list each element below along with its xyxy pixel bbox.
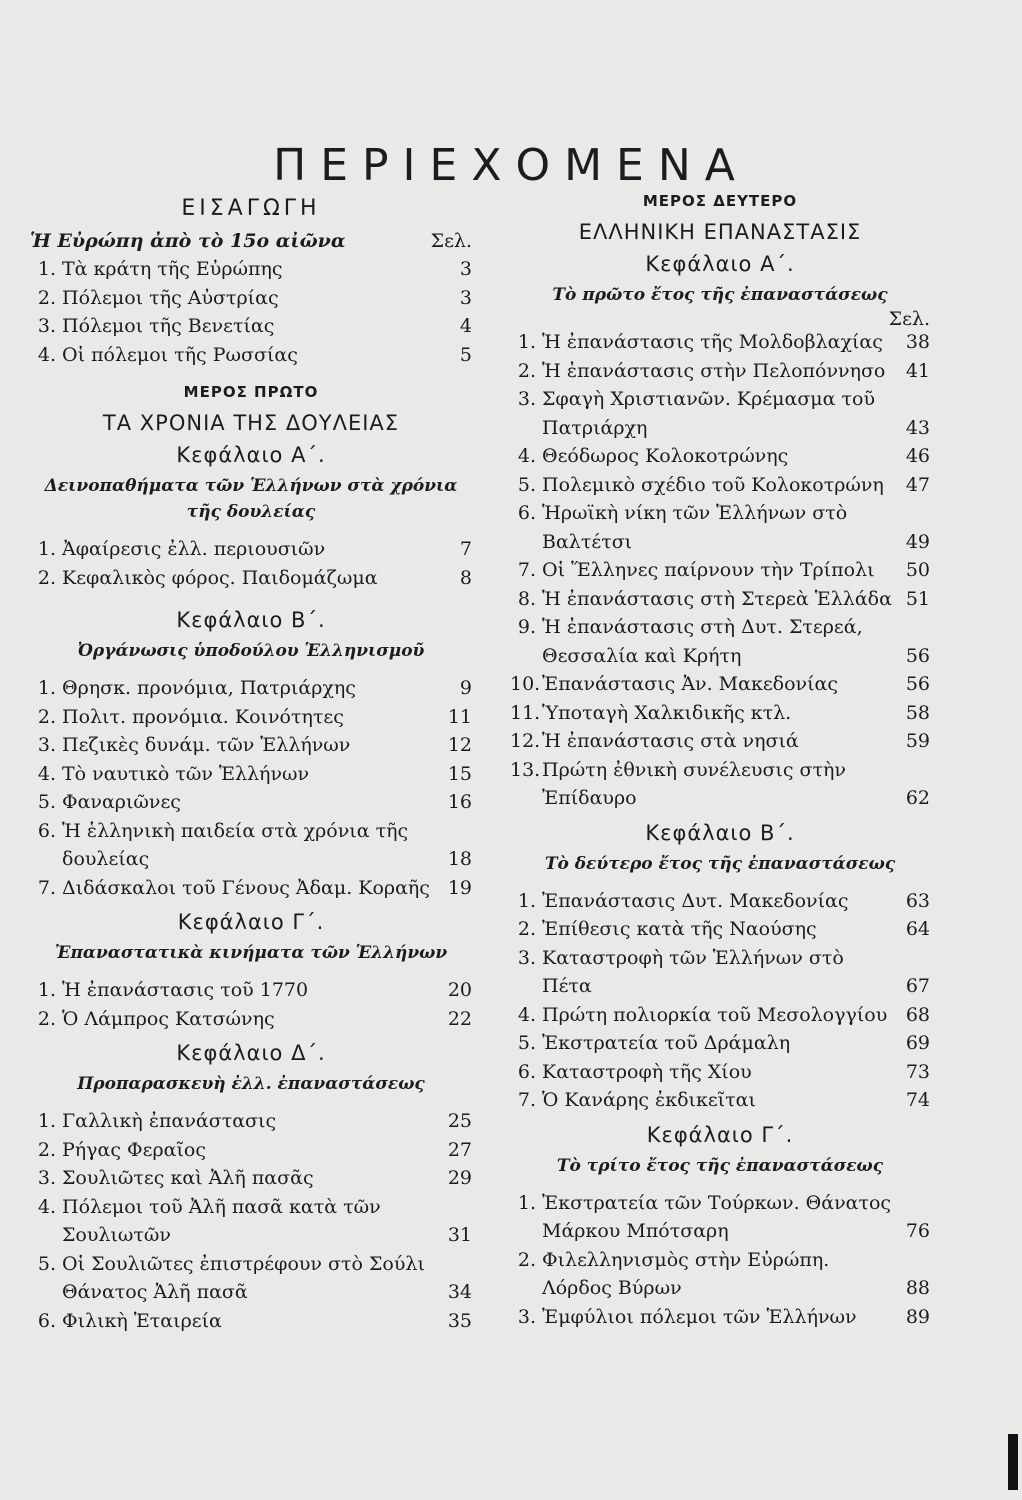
part-one-label: ΜΕΡΟΣ ΠΡΩΤΟ <box>183 383 319 401</box>
toc-entry <box>510 1303 930 1332</box>
entry-number: 3. <box>37 734 56 756</box>
entry-page: 51 <box>905 587 930 610</box>
toc-entry <box>510 328 930 357</box>
toc-entry <box>510 1058 930 1087</box>
entry-page: 56 <box>905 644 930 667</box>
toc-entry <box>30 1005 472 1034</box>
entry-title: Ἐπανάστασις Ἀν. Μακεδονίας <box>542 673 839 695</box>
entry-title: Φαναριῶνες <box>62 791 181 813</box>
toc-entry <box>510 585 930 614</box>
entry-title: Τὸ ναυτικὸ τῶν Ἑλλήνων <box>62 762 310 785</box>
entry-number: 2. <box>517 1248 536 1271</box>
toc-entry <box>30 312 472 341</box>
entry-title: Ρήγας Φεραῖος <box>62 1138 206 1161</box>
entry-title: Πρώτη πολιορκία τοῦ Μεσολογγίου <box>542 1003 888 1026</box>
entry-page: 38 <box>905 331 930 353</box>
r-page-column-label: Σελ. <box>888 308 930 330</box>
entry-title: Ὑποταγὴ Χαλκιδικῆς κτλ. <box>542 701 792 724</box>
entry-page: 20 <box>447 979 472 1001</box>
entry-number: 7. <box>517 559 536 581</box>
entry-page: 59 <box>905 730 930 752</box>
entry-page: 74 <box>905 1089 930 1111</box>
entry-page: 46 <box>905 445 930 467</box>
entry-number: 1. <box>517 889 536 912</box>
toc-entry <box>30 1193 472 1250</box>
entry-title: Πόλεμοι τῆς Αὐστρίας <box>62 286 279 309</box>
entry-title: Τὰ κράτη τῆς Εὐρώπης <box>62 258 283 280</box>
entry-title: Ἡ ἐπανάστασις στὴν Πελοπόννησο <box>542 359 886 382</box>
entry-title: Ἐκστρατεία τοῦ Δράμαλη <box>542 1032 791 1054</box>
entry-title: Ἡ ἐπανάστασις τῆς Μολδοβλαχίας <box>542 331 883 353</box>
entry-number: 1. <box>37 258 56 280</box>
r-chapter-b-subtitle: Τὸ δεύτερο ἔτος τῆς ἐπαναστάσεως <box>544 853 896 874</box>
page-title: ΠΕΡΙΕΧΟΜΕΝΑ <box>273 140 749 191</box>
entry-page: 58 <box>905 701 930 724</box>
intro-list <box>30 255 472 369</box>
entry-page: 3 <box>459 258 472 280</box>
entry-number: 12. <box>510 730 541 752</box>
toc-entry <box>510 699 930 728</box>
toc-entry <box>30 976 472 1005</box>
entry-number: 1. <box>37 979 56 1001</box>
entry-title: Κεφαλικὸς φόρος. Παιδομάζωμα <box>62 566 378 589</box>
toc-entry <box>510 1001 930 1030</box>
entry-title: Ἡ ἐπανάστασις στὰ νησιά <box>542 730 799 752</box>
entry-number: 4. <box>517 445 536 467</box>
entry-number: 2. <box>37 1007 56 1030</box>
entry-number: 2. <box>37 566 56 589</box>
entry-number: 3. <box>37 1167 56 1189</box>
toc-entry <box>510 915 930 944</box>
chapter-c-subtitle: Ἐπαναστατικὰ κινήματα τῶν Ἑλλήνων <box>54 943 448 963</box>
entry-page: 49 <box>905 530 930 553</box>
entry-page: 18 <box>447 848 472 870</box>
r-chapter-c-list <box>510 1189 930 1332</box>
entry-title: Πολιτ. προνόμια. Κοινότητες <box>62 705 344 728</box>
entry-number: 5. <box>517 473 536 496</box>
r-chapter-b-label: Κεφάλαιο Β΄. <box>645 820 795 845</box>
toc-entry <box>30 564 472 593</box>
entry-title: Θρησκ. προνόμια, Πατριάρχης <box>62 677 356 699</box>
toc-entry <box>510 613 930 670</box>
entry-page: 9 <box>459 677 472 699</box>
entry-title: Πεζικὲς δυνάμ. τῶν Ἑλλήνων <box>62 734 351 756</box>
entry-page: 76 <box>905 1220 930 1242</box>
chapter-a-list <box>30 535 472 592</box>
entry-page: 7 <box>459 538 472 560</box>
entry-title: Ἐκστρατεία τῶν Τούρκων. Θάνατος Μάρκου Μπότσαρη <box>542 1191 892 1242</box>
entry-number: 6. <box>517 1060 536 1083</box>
toc-entry <box>30 1250 472 1307</box>
toc-entry <box>30 1136 472 1165</box>
r-chapter-a-subtitle: Τὸ πρῶτο ἔτος τῆς ἐπαναστάσεως <box>552 285 888 305</box>
entry-number: 6. <box>517 502 536 524</box>
entry-title: Ἀφαίρεσις ἐλλ. περιουσιῶν <box>62 538 326 560</box>
chapter-a-label: Κεφάλαιο Α΄. <box>176 443 326 467</box>
left-column <box>30 190 472 1335</box>
toc-entry <box>30 788 472 817</box>
intro-subtitle: Ἡ Εὐρώπη ἀπὸ τὸ 15ο αἰῶνα <box>30 230 346 252</box>
chapter-b-label: Κεφάλαιο Β΄. <box>176 608 326 632</box>
toc-entry <box>30 1164 472 1193</box>
entry-page: 56 <box>905 673 930 695</box>
entry-page: 19 <box>447 876 472 899</box>
entry-page: 12 <box>447 734 472 756</box>
entry-title: Ἡ ἐπανάστασις στὴ Δυτ. Στερεά, Θεσσαλία καὶ Κρήτη <box>542 616 863 667</box>
entry-page: 73 <box>905 1060 930 1083</box>
entry-title: Διδάσκαλοι τοῦ Γένους Ἀδαμ. Κοραῆς <box>62 876 430 899</box>
entry-title: Ἐπανάστασις Δυτ. Μακεδονίας <box>542 889 849 912</box>
toc-entry <box>30 874 472 903</box>
entry-number: 4. <box>37 1195 56 1218</box>
toc-entry <box>510 756 930 813</box>
entry-page: 63 <box>905 889 930 912</box>
part-two-title: ΕΛΛΗΝΙΚΗ ΕΠΑΝΑΣΤΑΣΙΣ <box>578 220 862 244</box>
toc-entry <box>510 385 930 442</box>
entry-number: 3. <box>517 388 536 410</box>
entry-page: 69 <box>905 1032 930 1054</box>
entry-number: 1. <box>37 677 56 699</box>
entry-title: Πρώτη ἐθνικὴ συνέλευσις στὴν Ἐπίδαυρο <box>542 758 846 809</box>
toc-entry <box>510 1189 930 1246</box>
chapter-a-subtitle: Δεινοπαθήματα τῶν Ἑλλήνων στὰ χρόνια τῆς δουλείας <box>44 476 458 522</box>
entry-page: 62 <box>905 787 930 809</box>
toc-entry <box>510 1029 930 1058</box>
entry-number: 10. <box>510 673 541 695</box>
toc-entry <box>30 1107 472 1136</box>
entry-title: Ἡ ἐπανάστασις στὴ Στερεὰ Ἑλλάδα <box>542 587 892 610</box>
entry-title: Φιλικὴ Ἑταιρεία <box>62 1309 222 1332</box>
entry-number: 2. <box>517 918 536 940</box>
toc-entry <box>510 556 930 585</box>
r-chapter-b-list <box>510 887 930 1115</box>
chapter-d-list <box>30 1107 472 1335</box>
entry-title: Πολεμικὸ σχέδιο τοῦ Κολοκοτρώνη <box>542 473 884 496</box>
chapter-b-subtitle: Ὀργάνωσις ὑποδούλου Ἑλληνισμοῦ <box>77 641 425 661</box>
entry-title: Ἡρωϊκὴ νίκη τῶν Ἑλλήνων στὸ Βαλτέτσι <box>542 502 848 553</box>
entry-number: 2. <box>517 359 536 382</box>
toc-entry <box>510 670 930 699</box>
entry-page: 41 <box>905 359 930 382</box>
intro-heading: ΕΙΣΑΓΩΓΗ <box>181 196 321 221</box>
entry-page: 5 <box>459 343 472 366</box>
entry-title: Ὁ Λάμπρος Κατσώνης <box>62 1007 275 1030</box>
entry-page: 3 <box>459 286 472 309</box>
entry-number: 2. <box>37 705 56 728</box>
entry-page: 8 <box>459 566 472 589</box>
entry-page: 89 <box>905 1305 930 1328</box>
entry-title: Ἐμφύλιοι πόλεμοι τῶν Ἑλλήνων <box>542 1305 857 1328</box>
r-chapter-c-label: Κεφάλαιο Γ΄. <box>646 1122 794 1147</box>
r-chapter-a-label: Κεφάλαιο Α΄. <box>645 252 795 276</box>
toc-entry <box>30 284 472 313</box>
toc-entry <box>510 1086 930 1115</box>
toc-entry <box>30 674 472 703</box>
entry-title: Οἱ πόλεμοι τῆς Ρωσσίας <box>62 343 298 366</box>
entry-number: 1. <box>517 331 536 353</box>
entry-page: 29 <box>447 1167 472 1189</box>
entry-title: Σφαγὴ Χριστιανῶν. Κρέμασμα τοῦ Πατριάρχη <box>542 388 876 439</box>
entry-number: 2. <box>37 1138 56 1161</box>
entry-page: 50 <box>905 559 930 581</box>
entry-number: 1. <box>37 538 56 560</box>
chapter-b-list <box>30 674 472 902</box>
entry-number: 3. <box>517 946 536 969</box>
entry-title: Ὁ Κανάρης ἐκδικεῖται <box>542 1089 756 1111</box>
entry-number: 4. <box>517 1003 536 1026</box>
entry-page: 64 <box>905 918 930 940</box>
entry-page: 4 <box>459 315 472 337</box>
part-one-title: ΤΑ ΧΡΟΝΙΑ ΤΗΣ ΔΟΥΛΕΙΑΣ <box>102 411 400 435</box>
entry-title: Φιλελληνισμὸς στὴν Εὐρώπη. Λόρδος Βύρων <box>542 1248 830 1299</box>
chapter-d-subtitle: Προπαρασκευὴ ἐλλ. ἐπαναστάσεως <box>77 1074 425 1094</box>
entry-title: Οἱ Σουλιῶτες ἐπιστρέφουν στὸ Σούλι Θάνατος Ἀλῆ πασᾶ <box>62 1252 425 1303</box>
toc-entry <box>510 471 930 500</box>
toc-entry <box>510 944 930 1001</box>
entry-page: 43 <box>905 416 930 439</box>
r-page-label-row <box>510 310 930 328</box>
entry-number: 4. <box>37 762 56 785</box>
toc-entry <box>510 1246 930 1303</box>
entry-title: Σουλιῶτες καὶ Ἀλῆ πασᾶς <box>62 1167 314 1189</box>
entry-page: 35 <box>447 1309 472 1332</box>
toc-entry <box>510 442 930 471</box>
entry-title: Καταστροφὴ τῶν Ἑλλήνων στὸ Πέτα <box>542 946 844 997</box>
entry-title: Ἡ ἑλληνικὴ παιδεία στὰ χρόνια τῆς δουλείας <box>62 819 409 870</box>
r-chapter-c-subtitle: Τὸ τρίτο ἔτος τῆς ἐπαναστάσεως <box>556 1155 884 1176</box>
toc-entry <box>30 341 472 370</box>
entry-number: 13. <box>510 758 541 781</box>
entry-page: 25 <box>447 1110 472 1132</box>
toc-entry <box>30 535 472 564</box>
entry-number: 6. <box>37 819 56 842</box>
toc-entry <box>510 727 930 756</box>
right-column <box>510 190 930 1331</box>
entry-page: 68 <box>905 1003 930 1026</box>
chapter-d-label: Κεφάλαιο Δ΄. <box>176 1041 326 1065</box>
entry-number: 9. <box>517 616 536 638</box>
entry-title: Καταστροφὴ τῆς Χίου <box>542 1060 752 1083</box>
entry-title: Θεόδωρος Κολοκοτρώνης <box>542 445 789 467</box>
intro-subtitle-row <box>30 227 472 255</box>
entry-page: 31 <box>447 1224 472 1246</box>
entry-number: 1. <box>517 1191 536 1214</box>
toc-entry <box>30 817 472 874</box>
page-column-label: Σελ. <box>430 230 472 252</box>
entry-number: 4. <box>37 343 56 366</box>
entry-page: 34 <box>447 1281 472 1303</box>
chapter-c-list <box>30 976 472 1033</box>
toc-entry <box>510 357 930 386</box>
entry-number: 7. <box>517 1089 536 1111</box>
entry-page: 16 <box>447 791 472 813</box>
entry-title: Γαλλικὴ ἐπανάστασις <box>62 1110 277 1132</box>
toc-entry <box>30 703 472 732</box>
entry-page: 47 <box>905 473 930 496</box>
toc-entry <box>510 499 930 556</box>
toc-entry <box>30 1307 472 1336</box>
entry-number: 3. <box>37 315 56 337</box>
entry-page: 22 <box>447 1007 472 1030</box>
entry-title: Οἱ Ἕλληνες παίρνουν τὴν Τρίπολι <box>542 559 875 581</box>
page-edge-mark <box>1008 1434 1018 1490</box>
chapter-c-label: Κεφάλαιο Γ΄. <box>177 910 325 934</box>
entry-number: 5. <box>37 1252 56 1275</box>
entry-page: 11 <box>447 705 472 728</box>
entry-page: 88 <box>905 1277 930 1299</box>
entry-page: 15 <box>447 762 472 785</box>
entry-number: 8. <box>517 587 536 610</box>
entry-number: 7. <box>37 876 56 899</box>
r-chapter-a-list <box>510 328 930 813</box>
entry-number: 1. <box>37 1110 56 1132</box>
entry-number: 5. <box>517 1032 536 1054</box>
entry-number: 5. <box>37 791 56 813</box>
toc-entry <box>30 731 472 760</box>
entry-title: Πόλεμοι τοῦ Ἀλῆ πασᾶ κατὰ τῶν Σουλιωτῶν <box>62 1195 381 1246</box>
toc-entry <box>30 760 472 789</box>
entry-number: 6. <box>37 1309 56 1332</box>
entry-title: Ἡ ἐπανάστασις τοῦ 1770 <box>62 979 309 1001</box>
entry-title: Πόλεμοι τῆς Βενετίας <box>62 315 275 337</box>
entry-page: 67 <box>905 975 930 997</box>
toc-entry <box>30 255 472 284</box>
entry-page: 27 <box>447 1138 472 1161</box>
entry-title: Ἐπίθεσις κατὰ τῆς Ναούσης <box>542 918 817 940</box>
entry-number: 2. <box>37 286 56 309</box>
toc-entry <box>510 887 930 916</box>
entry-number: 11. <box>510 701 541 724</box>
entry-number: 3. <box>517 1305 536 1328</box>
part-two-label: ΜΕΡΟΣ ΔΕΥΤΕΡΟ <box>642 192 798 210</box>
